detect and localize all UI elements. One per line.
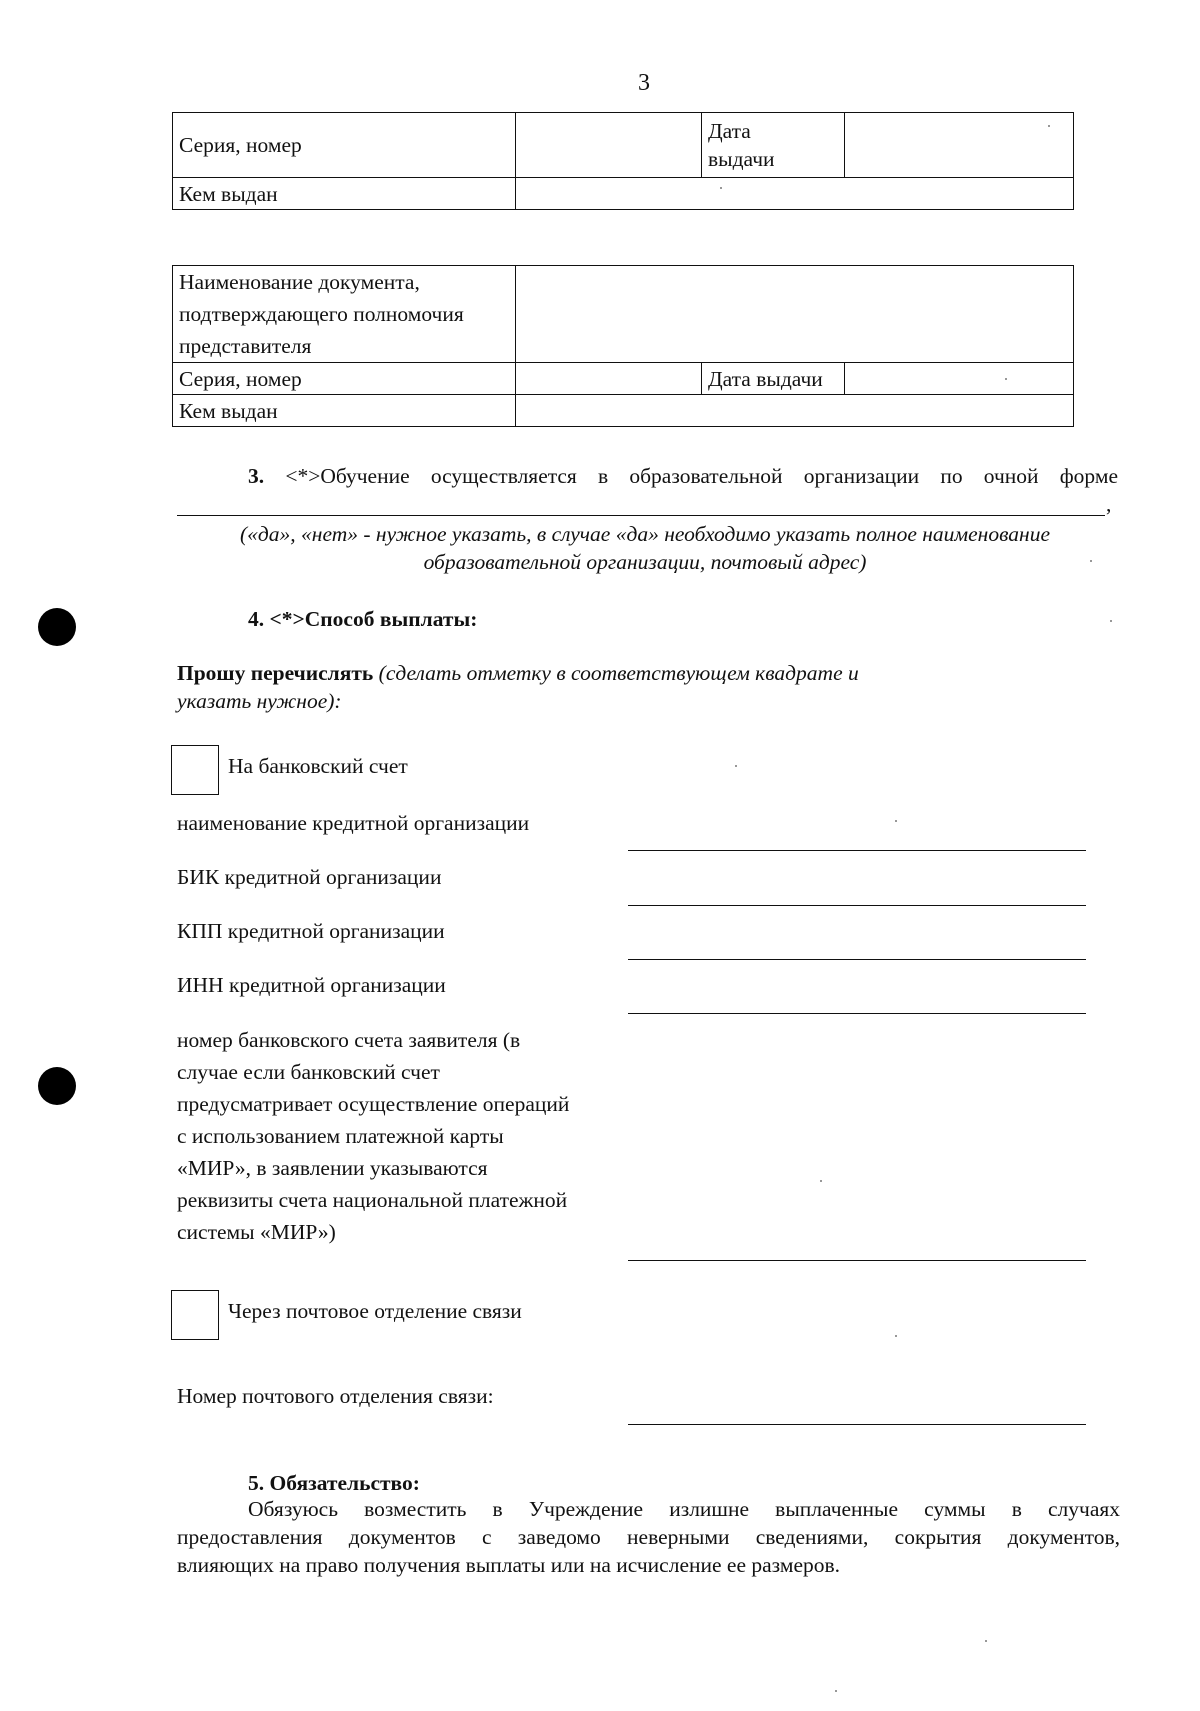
post-office-checkbox[interactable]: [171, 1290, 219, 1340]
scan-speck: [895, 820, 897, 822]
series-number-field-2[interactable]: [516, 363, 702, 395]
issue-date-label: Дата выдачи: [702, 113, 845, 178]
full-time-study-answer-line[interactable]: [177, 515, 1105, 516]
series-number-label-2: Серия, номер: [173, 363, 516, 395]
section-5-heading: 5. Обязательство:: [248, 1471, 420, 1495]
scan-speck: [735, 765, 737, 767]
bank-name-label: наименование кредитной организации: [177, 811, 530, 835]
identity-document-table: [172, 112, 1074, 210]
obligation-text: Обязуюсь возместить в Учреждение излишне выплаченные суммы в случаях предоставления документов с заведомо неверными сведениями, сокрытия документов, влияющих на право получения выплаты или на исчисление ее размеров.: [177, 1497, 1120, 1577]
section-4-title: Способ выплаты:: [304, 607, 478, 631]
scan-speck: [1005, 378, 1007, 380]
post-office-number-label: Номер почтового отделения связи:: [177, 1384, 494, 1408]
inn-label: ИНН кредитной организации: [177, 973, 446, 997]
scan-speck: [1090, 560, 1092, 562]
issue-date-label-2: Дата выдачи: [702, 363, 845, 395]
section-3-text: Обучение осуществляется в образовательной организации по очной форме: [320, 464, 1119, 488]
scan-speck: [720, 187, 722, 189]
scan-speck: [1110, 620, 1112, 622]
issued-by-field[interactable]: [516, 178, 1074, 210]
account-number-line[interactable]: [628, 1260, 1086, 1261]
document-name-field[interactable]: [516, 266, 1074, 363]
payment-request: Прошу перечислять (сделать отметку в соответствующем квадрате и указать нужное):: [177, 661, 859, 713]
series-number-field[interactable]: [516, 113, 702, 178]
binder-hole-top: [38, 608, 76, 646]
scan-speck: [985, 1640, 987, 1642]
bank-account-checkbox[interactable]: [171, 745, 219, 795]
inn-line[interactable]: [628, 1013, 1086, 1014]
scan-speck: [820, 1180, 822, 1182]
section-3-heading: 3. <*>Обучение осуществляется в образовательной организации по очной форме: [248, 464, 1119, 488]
issued-by-field-2[interactable]: [516, 395, 1074, 427]
bik-line[interactable]: [628, 905, 1086, 906]
representative-document-table: [172, 265, 1074, 427]
section-4-heading: 4. <*>Способ выплаты:: [248, 607, 478, 631]
kpp-line[interactable]: [628, 959, 1086, 960]
answer-line-comma: ,: [1106, 492, 1112, 516]
page-number: 3: [638, 70, 650, 96]
scan-speck: [1048, 125, 1050, 127]
bik-label: БИК кредитной организации: [177, 865, 442, 889]
account-number-label: номер банковского счета заявителя (в случае если банковский счет предусматривает осуществление операций с использованием платежной карты «МИР», в заявлении указываются реквизиты счета национальной платежной системы «МИР»): [177, 1028, 570, 1244]
issue-date-field-2[interactable]: [845, 363, 1074, 395]
issued-by-label-2: Кем выдан: [173, 395, 516, 427]
issue-date-field[interactable]: [845, 113, 1074, 178]
bank-account-option-label: На банковский счет: [228, 754, 408, 778]
post-office-option-label: Через почтовое отделение связи: [228, 1299, 522, 1323]
series-number-label: Серия, номер: [173, 113, 516, 178]
document-name-label: Наименование документа, подтверждающего полномочия представителя: [173, 266, 516, 363]
kpp-label: КПП кредитной организации: [177, 919, 445, 943]
post-office-number-line[interactable]: [628, 1424, 1086, 1425]
section-3-hint: («да», «нет» - нужное указать, в случае «да» необходимо указать полное наименование образовательной организации, почтовый адрес): [240, 522, 1050, 574]
footnote-marker-2: <*>: [269, 607, 305, 631]
scan-speck: [895, 1335, 897, 1337]
footnote-marker: <*>: [285, 464, 321, 488]
binder-hole-bottom: [38, 1067, 76, 1105]
bank-name-line[interactable]: [628, 850, 1086, 851]
issued-by-label: Кем выдан: [173, 178, 516, 210]
scan-speck: [835, 1690, 837, 1692]
